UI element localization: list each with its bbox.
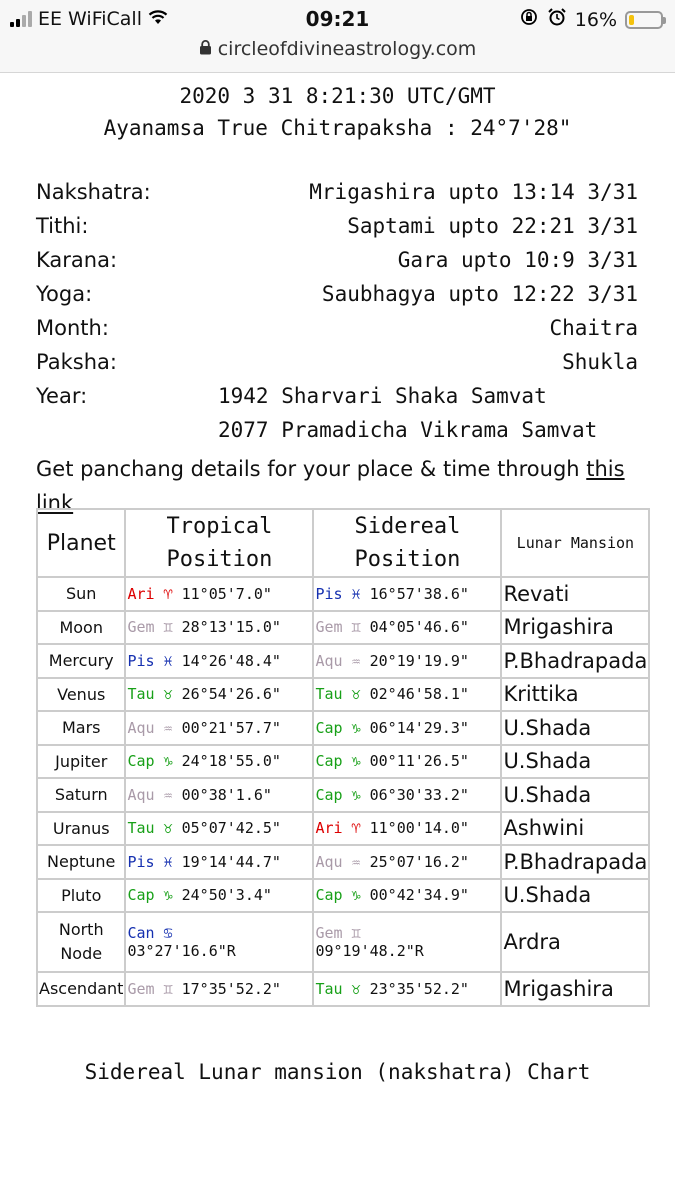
- tropical-degrees: 14°26'48.4": [181, 651, 281, 670]
- table-row: [37, 879, 649, 913]
- tropical-sign: Pis ♓: [127, 651, 173, 670]
- lunar-mansion: Krittika: [501, 678, 649, 712]
- sidereal-degrees: 02°46'58.1": [369, 685, 469, 704]
- status-right: [519, 7, 663, 32]
- planet-name: Neptune: [37, 845, 125, 879]
- sidereal-position: [313, 812, 501, 846]
- sidereal-sign: Gem ♊: [315, 924, 361, 942]
- tropical-sign: Aqu ♒: [127, 718, 173, 737]
- tropical-degrees: 19°14'44.7": [181, 852, 281, 871]
- tropical-position: [125, 812, 313, 846]
- sidereal-sign: Tau ♉: [315, 979, 361, 998]
- sidereal-sign: Pis ♓: [315, 584, 361, 603]
- tropical-sign: Cap ♑: [127, 886, 173, 905]
- tropical-degrees: 28°13'15.0": [181, 618, 281, 637]
- panchang-value: Mrigashira upto 13:14 3/31: [309, 180, 638, 204]
- sidereal-position: [313, 678, 501, 712]
- carrier-name: EE WiFiCall: [38, 8, 142, 30]
- sidereal-sign: Aqu ♒: [315, 852, 361, 871]
- tropical-degrees: 24°50'3.4": [181, 886, 272, 905]
- sidereal-degrees: 04°05'46.6": [369, 618, 469, 637]
- header-planet: Planet: [37, 509, 125, 577]
- tropical-sign: Tau ♉: [127, 819, 173, 838]
- sidereal-position: [313, 778, 501, 812]
- tropical-sign: Pis ♓: [127, 852, 173, 871]
- tropical-sign: Cap ♑: [127, 752, 173, 771]
- sidereal-degrees: 11°00'14.0": [369, 819, 469, 838]
- planet-name: Saturn: [37, 778, 125, 812]
- panchang-row: [36, 282, 638, 316]
- lunar-mansion: Revati: [501, 577, 649, 611]
- planet-name: Mercury: [37, 644, 125, 678]
- lunar-mansion: U.Shada: [501, 711, 649, 745]
- tropical-degrees: 00°21'57.7": [181, 718, 281, 737]
- lunar-mansion: U.Shada: [501, 745, 649, 779]
- sidereal-degrees: 16°57'38.6": [369, 584, 469, 603]
- table-header: [37, 509, 649, 577]
- table-row: [37, 972, 649, 1006]
- table-row: [37, 845, 649, 879]
- panchang-label: Tithi:: [36, 214, 89, 238]
- lock-icon: [199, 38, 218, 60]
- table-row: [37, 812, 649, 846]
- tropical-position: [125, 678, 313, 712]
- panchang-label: Yoga:: [36, 282, 93, 306]
- sidereal-position: [313, 745, 501, 779]
- table-row: [37, 745, 649, 779]
- tropical-sign: Tau ♉: [127, 685, 173, 704]
- tropical-position: [125, 845, 313, 879]
- table-row: [37, 611, 649, 645]
- table-row: [37, 912, 649, 972]
- sidereal-position: [313, 912, 501, 972]
- header-tropical: Tropical Position: [125, 509, 313, 577]
- panchang-value: Gara upto 10:9 3/31: [397, 248, 638, 272]
- tropical-sign: Gem ♊: [127, 979, 173, 998]
- planet-name: Uranus: [37, 812, 125, 846]
- planet-name: North Node: [37, 912, 125, 972]
- sidereal-degrees: 06°30'33.2": [369, 785, 469, 804]
- tropical-sign: Ari ♈: [127, 584, 173, 603]
- tropical-degrees: 17°35'52.2": [181, 979, 281, 998]
- vikrama-samvat: 2077 Pramadicha Vikrama Samvat: [218, 418, 598, 442]
- ayanamsa-line: Ayanamsa True Chitrapaksha : 24°7'28": [103, 116, 572, 140]
- sidereal-sign: Tau ♉: [315, 685, 361, 704]
- url-bar[interactable]: [0, 38, 675, 60]
- table-row: [37, 778, 649, 812]
- panchang-value: Saptami upto 22:21 3/31: [347, 214, 638, 238]
- panchang-value: Saubhagya upto 12:22 3/31: [321, 282, 638, 306]
- lunar-mansion: Mrigashira: [501, 611, 649, 645]
- sidereal-sign: Ari ♈: [315, 819, 361, 838]
- tropical-degrees: 00°38'1.6": [181, 785, 272, 804]
- panchang-link[interactable]: this link: [36, 457, 625, 515]
- table-row: [37, 644, 649, 678]
- sidereal-position: [313, 845, 501, 879]
- tropical-position: [125, 745, 313, 779]
- sidereal-position: [313, 711, 501, 745]
- year-label: Year:: [36, 384, 88, 408]
- lunar-mansion: P.Bhadrapada: [501, 644, 649, 678]
- tropical-sign: Can ♋: [127, 924, 173, 942]
- table-row: [37, 711, 649, 745]
- planet-name: Moon: [37, 611, 125, 645]
- panchang-row: [36, 248, 638, 282]
- lunar-mansion: P.Bhadrapada: [501, 845, 649, 879]
- panchang-label: Nakshatra:: [36, 180, 151, 204]
- panchang-value: Chaitra: [549, 316, 638, 340]
- battery-icon: [625, 11, 663, 29]
- tropical-sign: Aqu ♒: [127, 785, 173, 804]
- lunar-mansion: Ashwini: [501, 812, 649, 846]
- lunar-mansion: U.Shada: [501, 778, 649, 812]
- tropical-degrees: 05°07'42.5": [181, 819, 281, 838]
- lunar-mansion: Ardra: [501, 912, 649, 972]
- chart-section-title: Sidereal Lunar mansion (nakshatra) Chart: [84, 1060, 591, 1084]
- planet-name: Jupiter: [37, 745, 125, 779]
- tropical-position: [125, 778, 313, 812]
- sidereal-sign: Cap ♑: [315, 886, 361, 905]
- panchang-row: [36, 214, 638, 248]
- tropical-position: [125, 644, 313, 678]
- panchang-row: [36, 180, 638, 214]
- sidereal-position: [313, 611, 501, 645]
- datetime-line: 2020 3 31 8:21:30 UTC/GMT: [179, 84, 496, 108]
- status-bar: [0, 0, 675, 73]
- sidereal-degrees: 06°14'29.3": [369, 718, 469, 737]
- sidereal-position: [313, 972, 501, 1006]
- battery-percent: 16%: [574, 8, 617, 31]
- tropical-degrees: 11°05'7.0": [181, 584, 272, 603]
- sidereal-sign: Aqu ♒: [315, 651, 361, 670]
- sidereal-degrees: 00°11'26.5": [369, 752, 469, 771]
- sidereal-sign: Cap ♑: [315, 718, 361, 737]
- panchang-row: [36, 350, 638, 384]
- panchang-row: [36, 316, 638, 350]
- tropical-degrees: 03°27'16.6"R: [127, 942, 236, 960]
- planet-table: [36, 508, 650, 1007]
- tropical-degrees: 26°54'26.6": [181, 685, 281, 704]
- tropical-position: [125, 611, 313, 645]
- sidereal-degrees: 23°35'52.2": [369, 979, 469, 998]
- tropical-position: [125, 577, 313, 611]
- header-sidereal: Sidereal Position: [313, 509, 501, 577]
- sidereal-degrees: 25°07'16.2": [369, 852, 469, 871]
- shaka-samvat: 1942 Sharvari Shaka Samvat: [218, 384, 547, 408]
- sidereal-sign: Cap ♑: [315, 785, 361, 804]
- tropical-position: [125, 912, 313, 972]
- sidereal-position: [313, 879, 501, 913]
- header-mansion: Lunar Mansion: [501, 509, 649, 577]
- url-text: circleofdivineastrology.com: [217, 38, 477, 60]
- planet-name: Pluto: [37, 879, 125, 913]
- tropical-degrees: 24°18'55.0": [181, 752, 281, 771]
- table-row: [37, 678, 649, 712]
- panchang-value: Shukla: [562, 350, 638, 374]
- tropical-position: [125, 972, 313, 1006]
- tropical-position: [125, 711, 313, 745]
- sidereal-degrees: 09°19'48.2"R: [315, 942, 424, 960]
- link-prefix: Get panchang details for your place & time through: [36, 457, 587, 481]
- lunar-mansion: U.Shada: [501, 879, 649, 913]
- lunar-mansion: Mrigashira: [501, 972, 649, 1006]
- panchang-label: Paksha:: [36, 350, 117, 374]
- alarm-icon: [547, 7, 567, 32]
- planet-name: Ascendant: [37, 972, 125, 1006]
- orientation-lock-icon: [519, 7, 539, 32]
- planet-name: Mars: [37, 711, 125, 745]
- sidereal-sign: Gem ♊: [315, 618, 361, 637]
- page-header: [0, 80, 675, 144]
- sidereal-degrees: 00°42'34.9": [369, 886, 469, 905]
- panchang-label: Month:: [36, 316, 109, 340]
- sidereal-degrees: 20°19'19.9": [369, 651, 469, 670]
- tropical-position: [125, 879, 313, 913]
- sidereal-position: [313, 644, 501, 678]
- table-row: [37, 577, 649, 611]
- planet-name: Venus: [37, 678, 125, 712]
- tropical-sign: Gem ♊: [127, 618, 173, 637]
- clock: 09:21: [305, 7, 370, 31]
- sidereal-sign: Cap ♑: [315, 752, 361, 771]
- panchang-label: Karana:: [36, 248, 118, 272]
- planet-name: Sun: [37, 577, 125, 611]
- sidereal-position: [313, 577, 501, 611]
- page-content: [0, 72, 675, 144]
